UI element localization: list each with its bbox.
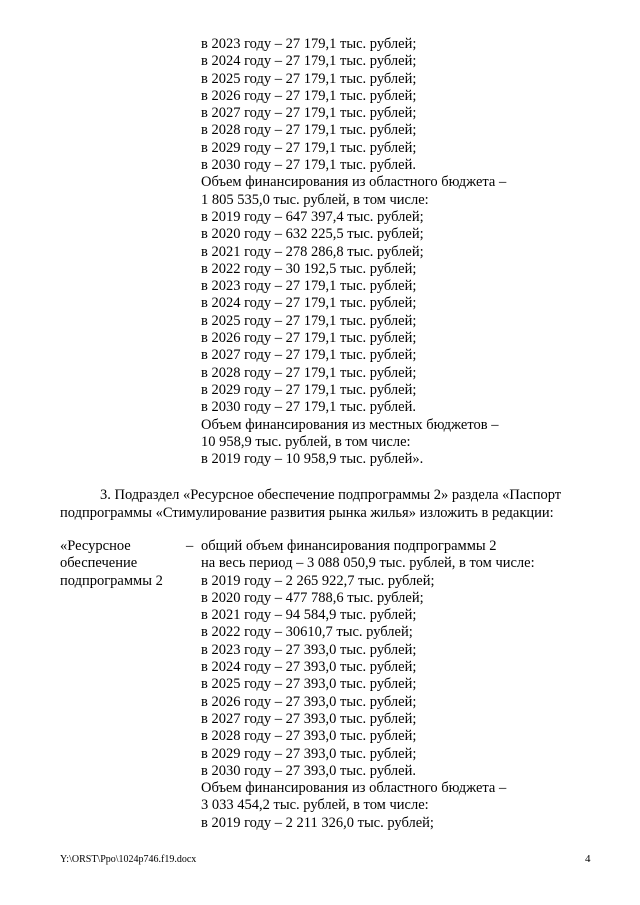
paragraph-line-1: 3. Подраздел «Ресурсное обеспечение подпрограммы 2» раздела «Паспорт: [100, 487, 562, 503]
year-line: в 2029 году – 27 179,1 тыс. рублей;: [201, 139, 417, 156]
year-line: в 2026 году – 27 393,0 тыс. рублей;: [201, 693, 417, 710]
page-number: 4: [585, 853, 591, 865]
year-line: в 2026 году – 27 179,1 тыс. рублей;: [201, 87, 417, 104]
local-heading: Объем финансирования из местных бюджетов –: [201, 416, 499, 433]
year-line: в 2029 году – 27 179,1 тыс. рублей;: [201, 381, 417, 398]
year-line: в 2021 году – 94 584,9 тыс. рублей;: [201, 607, 417, 624]
funding-block-subprogram-2: [201, 538, 597, 832]
year-line: в 2026 году – 27 179,1 тыс. рублей;: [201, 330, 417, 347]
total-amount: на весь период – 3 088 050,9 тыс. рублей, в том числе:: [201, 555, 535, 572]
year-line: в 2028 году – 27 393,0 тыс. рублей;: [201, 728, 417, 745]
year-line: в 2022 году – 30610,7 тыс. рублей;: [201, 624, 413, 641]
year-line: в 2023 году – 27 393,0 тыс. рублей;: [201, 641, 417, 658]
paragraph-line-2: подпрограммы «Стимулирование развития рынка жилья» изложить в редакции:: [60, 505, 554, 521]
year-line: в 2025 году – 27 393,0 тыс. рублей;: [201, 676, 417, 693]
year-line: в 2027 году – 27 393,0 тыс. рублей;: [201, 710, 417, 727]
total-heading: общий объем финансирования подпрограммы 2: [201, 538, 497, 554]
year-line: в 2028 году – 27 179,1 тыс. рублей;: [201, 122, 417, 139]
oblast-total: 3 033 454,2 тыс. рублей, в том числе:: [201, 797, 429, 814]
label-dash: –: [186, 538, 194, 554]
year-line: в 2020 году – 632 225,5 тыс. рублей;: [201, 226, 424, 243]
footer-file-path: Y:\ORST\Ppo\1024p746.f19.docx: [60, 854, 197, 865]
year-line: в 2024 году – 27 179,1 тыс. рублей;: [201, 53, 417, 70]
year-line: в 2019 году – 2 211 326,0 тыс. рублей;: [201, 814, 434, 831]
year-line: в 2024 году – 27 393,0 тыс. рублей;: [201, 659, 417, 676]
year-line: в 2030 году – 27 179,1 тыс. рублей.: [201, 157, 416, 174]
year-line: в 2025 году – 27 179,1 тыс. рублей;: [201, 312, 417, 329]
year-line: в 2030 году – 27 179,1 тыс. рублей.: [201, 399, 416, 416]
oblast-heading: Объем финансирования из областного бюджета –: [201, 174, 507, 191]
year-line: в 2022 году – 30 192,5 тыс. рублей;: [201, 260, 417, 277]
year-line: в 2025 году – 27 179,1 тыс. рублей;: [201, 70, 417, 87]
year-line: в 2020 году – 477 788,6 тыс. рублей;: [201, 589, 424, 606]
year-line: в 2029 году – 27 393,0 тыс. рублей;: [201, 745, 417, 762]
oblast-total: 1 805 535,0 тыс. рублей, в том числе:: [201, 191, 429, 208]
year-line: в 2023 году – 27 179,1 тыс. рублей;: [201, 36, 417, 52]
section-3-paragraph: [60, 486, 596, 522]
year-line: в 2028 году – 27 179,1 тыс. рублей;: [201, 364, 417, 381]
local-total: 10 958,9 тыс. рублей, в том числе:: [201, 433, 411, 450]
year-line: в 2019 году – 10 958,9 тыс. рублей».: [201, 451, 424, 468]
oblast-heading: Объем финансирования из областного бюджета –: [201, 780, 507, 797]
year-line: в 2027 году – 27 179,1 тыс. рублей;: [201, 347, 417, 364]
year-line: в 2023 году – 27 179,1 тыс. рублей;: [201, 278, 417, 295]
year-line: в 2027 году – 27 179,1 тыс. рублей;: [201, 105, 417, 122]
year-line: в 2024 году – 27 179,1 тыс. рублей;: [201, 295, 417, 312]
year-line: в 2019 году – 2 265 922,7 тыс. рублей;: [201, 572, 435, 589]
resource-label: «Ресурсное обеспечение подпрограммы 2: [60, 538, 163, 589]
funding-block-top: [201, 36, 597, 468]
year-line: в 2019 году – 647 397,4 тыс. рублей;: [201, 208, 424, 225]
year-line: в 2021 году – 278 286,8 тыс. рублей;: [201, 243, 424, 260]
year-line: в 2030 году – 27 393,0 тыс. рублей.: [201, 762, 416, 779]
